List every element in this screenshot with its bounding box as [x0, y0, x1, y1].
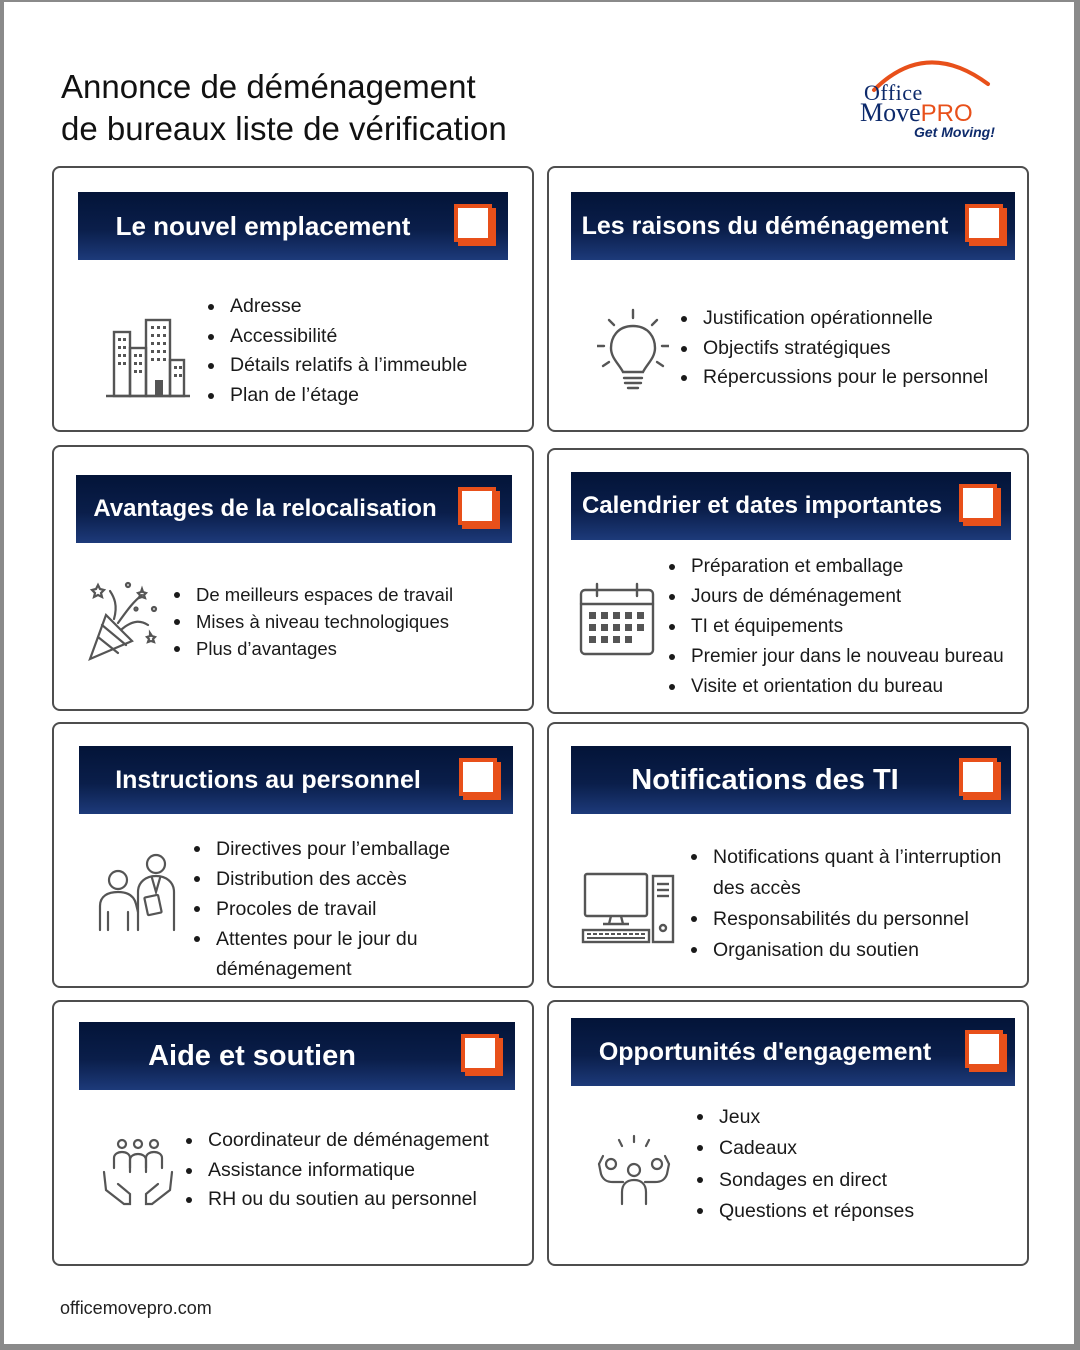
section-header: [79, 1022, 515, 1090]
logo-word-pro: PRO: [920, 100, 973, 127]
list-item: Jours de déménagement: [667, 582, 1004, 612]
list-item: Directives pour l’emballage: [192, 834, 522, 864]
section-header: [79, 746, 513, 814]
checklist: [184, 1126, 489, 1215]
buildings-icon: [106, 318, 190, 400]
section-title: Avantages de la relocalisation: [93, 495, 437, 522]
support-hands-icon: [102, 1138, 174, 1208]
logo-word-office: Office: [864, 80, 923, 105]
list-item: Sondages en direct: [695, 1165, 914, 1196]
list-item: Plan de l’étage: [206, 381, 467, 411]
section-header: [571, 472, 1011, 540]
section-title: Calendrier et dates importantes: [581, 492, 943, 519]
section-card-staff-instructions: [52, 722, 534, 988]
page: [4, 2, 1074, 1344]
list-item: TI et équipements: [667, 612, 1004, 642]
list-item: Attentes pour le jour du déménagement: [192, 924, 522, 984]
section-header: [76, 475, 512, 543]
list-item: Distribution des accès: [192, 864, 522, 894]
checklist: [695, 1102, 914, 1227]
checkbox[interactable]: [959, 484, 1001, 526]
list-item: Justification opérationnelle: [679, 304, 988, 334]
section-title: Les raisons du déménagement: [581, 211, 949, 240]
list-item: Accessibilité: [206, 322, 467, 352]
checkbox[interactable]: [959, 758, 1001, 800]
section-card-help-support: [52, 1000, 534, 1266]
lightbulb-icon: [597, 308, 669, 394]
checklist: [206, 292, 467, 410]
checkbox[interactable]: [454, 204, 496, 246]
list-item: Répercussions pour le personnel: [679, 363, 988, 393]
section-header: [571, 746, 1011, 814]
office-movepro-logo: [860, 50, 1000, 142]
checklist: [679, 304, 988, 393]
list-item: Organisation du soutien: [689, 935, 1011, 966]
logo-tagline: Get Moving!: [914, 124, 995, 140]
checklist: [192, 834, 522, 984]
checklist: [689, 842, 1011, 966]
checklist: [172, 581, 453, 662]
checkbox[interactable]: [965, 1030, 1007, 1072]
checkbox[interactable]: [458, 487, 500, 529]
section-header: [571, 1018, 1015, 1086]
section-card-it-notifications: [547, 722, 1029, 988]
checkbox[interactable]: [461, 1034, 503, 1076]
list-item: Assistance informatique: [184, 1156, 489, 1186]
section-card-engagement: [547, 1000, 1029, 1266]
section-title: Instructions au personnel: [115, 765, 421, 794]
list-item: Plus d’avantages: [172, 635, 453, 662]
section-title: Opportunités d'engagement: [598, 1037, 932, 1066]
section-title: Notifications des TI: [631, 763, 899, 796]
checkbox[interactable]: [965, 204, 1007, 246]
list-item: Notifications quant à l’interruption des accès: [689, 842, 1011, 904]
list-item: Responsabilités du personnel: [689, 904, 1011, 935]
list-item: Coordinateur de déménagement: [184, 1126, 489, 1156]
logo-word-move: Move: [860, 98, 921, 127]
section-title: Aide et soutien: [148, 1039, 356, 1072]
footer-website: officemovepro.com: [60, 1298, 212, 1318]
section-card-calendar: [547, 448, 1029, 714]
section-header: [78, 192, 508, 260]
list-item: Cadeaux: [695, 1133, 914, 1164]
list-item: Objectifs stratégiques: [679, 334, 988, 364]
computer-icon: [581, 872, 677, 944]
checkbox[interactable]: [459, 758, 501, 800]
section-card-new-location: [52, 166, 534, 432]
page-title-line-1: Annonce de déménagement: [61, 68, 476, 105]
section-title: Le nouvel emplacement: [115, 210, 411, 241]
people-meeting-icon: [98, 852, 180, 932]
list-item: Mises à niveau technologiques: [172, 608, 453, 635]
party-popper-icon: [84, 579, 160, 663]
list-item: RH ou du soutien au personnel: [184, 1185, 489, 1215]
section-card-reasons: [547, 166, 1029, 432]
list-item: Jeux: [695, 1102, 914, 1133]
section-card-relocation-benefits: [52, 445, 534, 711]
calendar-icon: [579, 582, 655, 656]
page-title: [61, 66, 507, 150]
list-item: Adresse: [206, 292, 467, 322]
checklist: [667, 552, 1004, 702]
list-item: Préparation et emballage: [667, 552, 1004, 582]
list-item: Visite et orientation du bureau: [667, 672, 1004, 702]
list-item: Procoles de travail: [192, 894, 522, 924]
page-title-line-2: de bureaux liste de vérification: [61, 110, 507, 147]
list-item: Détails relatifs à l’immeuble: [206, 351, 467, 381]
list-item: Premier jour dans le nouveau bureau: [667, 642, 1004, 672]
celebrating-people-icon: [597, 1134, 671, 1208]
section-header: [571, 192, 1015, 260]
list-item: De meilleurs espaces de travail: [172, 581, 453, 608]
list-item: Questions et réponses: [695, 1196, 914, 1227]
